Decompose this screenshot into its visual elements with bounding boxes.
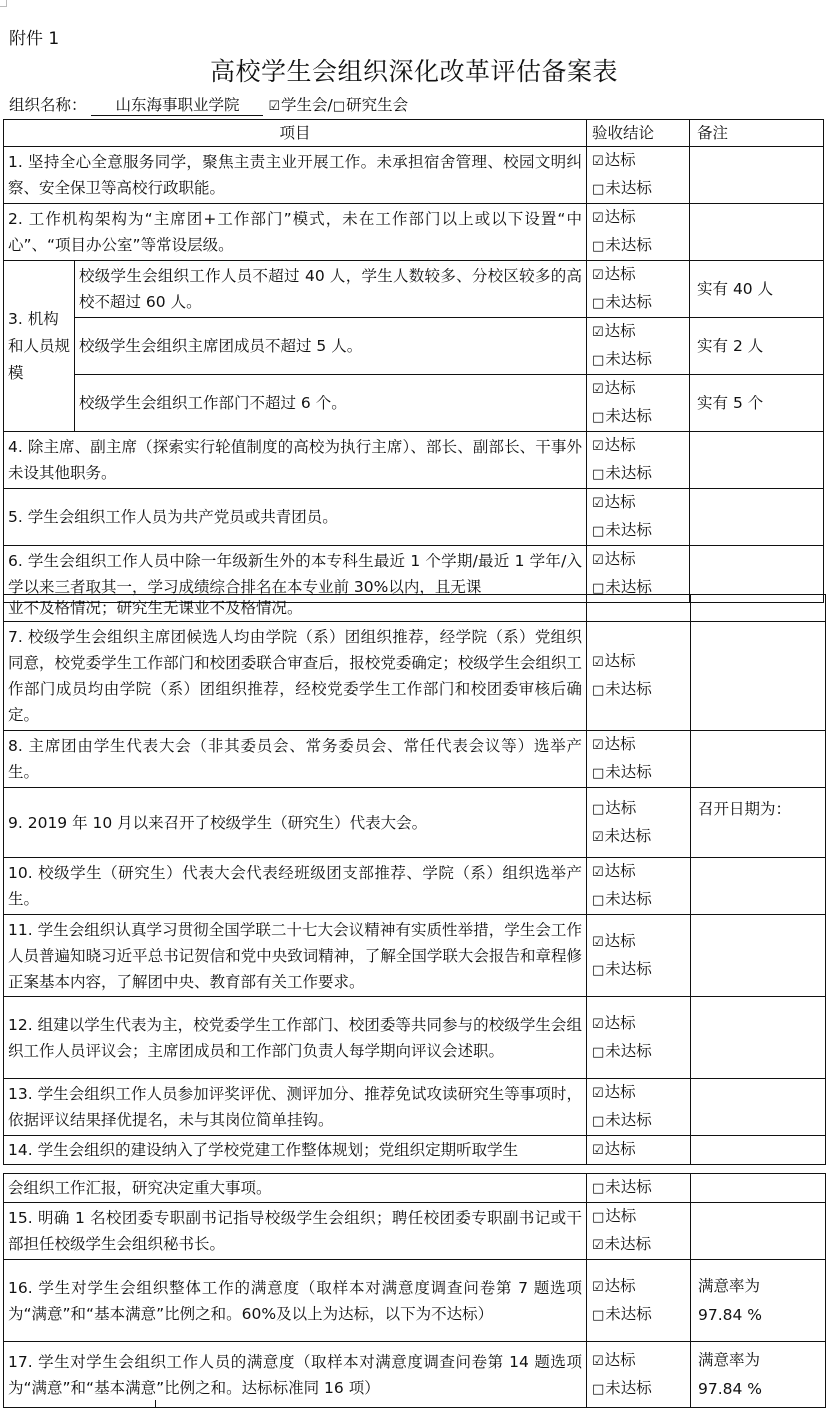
org-name-value: 山东海事职业学院 [91, 93, 263, 116]
item-text: 会组织工作汇报，研究决定重大事项。 [4, 1174, 587, 1203]
fail-option-line [592, 346, 685, 374]
checkbox-icon: □ [592, 1210, 605, 1225]
fail-option-line [592, 1375, 686, 1403]
pass-option-line [592, 928, 686, 956]
result-cell [587, 1342, 691, 1408]
checkbox-icon: □ [592, 353, 605, 368]
fail-option-line [592, 956, 686, 984]
pass-option-line [592, 204, 685, 232]
table-row [4, 204, 824, 261]
fail-option-label: 未达标 [605, 464, 652, 482]
checkbox-icon: ☑ [592, 496, 604, 511]
assessment-table-part-3 [3, 1173, 826, 1408]
fail-option-label: 未达标 [605, 578, 652, 596]
pass-option-line [592, 432, 685, 460]
fail-option-label: 未达标 [605, 293, 652, 311]
checkbox-icon: □ [592, 1181, 605, 1196]
checkbox-icon: ☑ [592, 865, 604, 880]
checkbox-icon: □ [592, 683, 605, 698]
satisfaction-label: 满意率为 [698, 1350, 761, 1369]
note-cell [691, 622, 826, 731]
fail-option-label: 未达标 [605, 1178, 652, 1196]
item-text: 14. 学生会组织的建设纳入了学校党建工作整体规划；党组织定期听取学生 [4, 1136, 587, 1165]
result-cell [587, 1079, 691, 1136]
pass-option-label: 达标 [604, 862, 636, 880]
result-cell [587, 318, 690, 375]
table-row [4, 1342, 826, 1408]
pass-option-line [592, 1079, 686, 1107]
pass-option-label: 达标 [604, 208, 636, 226]
table-row [4, 1136, 826, 1165]
table-row [4, 147, 824, 204]
pass-option-label: 达标 [604, 1140, 636, 1158]
fail-option-line [592, 823, 686, 851]
table-row [4, 915, 826, 997]
note-cell [691, 915, 826, 997]
pass-option-label: 达标 [604, 550, 636, 568]
note-cell: 实有 2 人 [690, 318, 824, 375]
item-text: 2. 工作机构架构为“主席团+工作部门”模式，未在工作部门以上或以下设置“中心”、“项目办公室”等常设层级。 [4, 204, 587, 261]
checkbox-icon: □ [592, 182, 605, 197]
checkbox-icon: □ [332, 99, 346, 114]
checkbox-icon: ☑ [592, 1353, 604, 1369]
pass-option-label: 达标 [604, 379, 636, 397]
fail-option-label: 未达标 [604, 1235, 652, 1253]
fail-option-label: 未达标 [605, 680, 652, 698]
org-name-label: 组织名称： [9, 96, 87, 114]
checkbox-icon: ☑ [592, 154, 604, 169]
pass-option-label: 达标 [605, 1207, 637, 1225]
table-row [4, 858, 826, 915]
checkbox-icon: ☑ [592, 382, 604, 397]
pass-option-label: 达标 [604, 931, 636, 950]
note-cell [691, 1260, 826, 1342]
result-cell [587, 997, 691, 1079]
checkbox-icon: ☑ [592, 1279, 604, 1295]
page-title: 高校学生会组织深化改革评估备案表 [209, 57, 618, 86]
pass-option-label: 达标 [604, 493, 636, 511]
table-row [4, 375, 824, 432]
fail-option-line [592, 1107, 686, 1135]
pass-option-line [592, 375, 685, 403]
item-text: 12. 组建以学生代表为主，校党委学生工作部门、校团委等共同参与的校级学生会组织工作人员评议会；主席团成员和工作部门负责人每学期向评议会述职。 [4, 997, 587, 1079]
result-cell [587, 915, 691, 997]
checkbox-icon: ☑ [592, 738, 604, 753]
table-row [4, 1079, 826, 1136]
result-cell [587, 622, 691, 731]
attachment-label: 附件 1 [9, 29, 60, 49]
pass-option-line [592, 1347, 686, 1375]
checkbox-icon: ☑ [592, 1016, 604, 1032]
item-text: 1. 坚持全心全意服务同学，聚焦主责主业开展工作。未承担宿舍管理、校园文明纠察、安全保卫等高校行政职能。 [4, 147, 587, 204]
result-cell [587, 147, 690, 204]
checkbox-icon: ☑ [592, 1238, 604, 1253]
table-row [4, 432, 824, 489]
pass-option-label: 达标 [604, 652, 636, 670]
table-row [4, 261, 824, 318]
item-text: 7. 校级学生会组织主席团候选人均由学院（系）团组织推荐，经学院（系）党组织同意，校党委学生工作部门和校团委联合审查后，报校党委确定；校级学生会组织工作部门成员均由学院（系）团组织推荐，经校党委学生工作部门和校团委审核后确定。 [4, 622, 587, 731]
fail-option-line [592, 886, 686, 914]
item-text: 8. 主席团由学生代表大会（非其委员会、常务委员会、常任代表会议等）选举产生。 [4, 731, 587, 788]
item-text: 11. 学生会组织认真学习贯彻全国学联二十七大会议精神有实质性举措，学生会工作人员普遍知晓习近平总书记贺信和党中央致词精神，了解全国学联大会报告和章程修正案基本内容，了解团中央、教育部有关工作要求。 [4, 915, 587, 997]
checkbox-icon: ☑ [592, 655, 604, 670]
checkbox-icon: □ [592, 467, 605, 482]
pass-option-label: 达标 [605, 798, 637, 817]
fail-option-label: 未达标 [605, 959, 652, 978]
pass-option-label: 达标 [604, 1013, 636, 1032]
table-row [4, 788, 826, 858]
pass-option-line [592, 858, 686, 886]
fail-option-label: 未达标 [605, 521, 652, 539]
pass-option-label: 达标 [604, 1350, 636, 1369]
pass-option-label: 达标 [604, 265, 636, 283]
fail-option-label: 未达标 [605, 350, 652, 368]
pass-option-line [592, 261, 685, 289]
checkbox-icon: □ [592, 766, 605, 781]
result-cell [587, 204, 690, 261]
fail-option-line [592, 517, 685, 545]
satisfaction-value: 97.84 % [698, 1379, 763, 1398]
checkbox-icon: ☑ [592, 211, 604, 226]
fail-option-label: 未达标 [605, 236, 652, 254]
fail-option-label: 未达标 [605, 407, 652, 425]
item-text: 校级学生会组织主席团成员不超过 5 人。 [75, 318, 587, 375]
checkbox-icon: □ [592, 1044, 605, 1060]
assessment-table-part-2 [3, 594, 826, 1165]
fail-option-line [592, 289, 685, 317]
header-note: 备注 [690, 120, 824, 147]
table-row [4, 997, 826, 1079]
note-cell [691, 858, 826, 915]
checkbox-icon: ☑ [592, 325, 604, 340]
checkbox-icon: ☑ [592, 934, 604, 950]
item-text: 15. 明确 1 名校团委专职副书记指导校级学生会组织；聘任校团委专职副书记或干部担任校级学生会组织秘书长。 [4, 1203, 587, 1260]
checkbox-icon: ☑ [592, 1086, 604, 1101]
note-cell [691, 997, 826, 1079]
pass-option-line [592, 489, 685, 517]
note-cell: 召开日期为： [691, 788, 826, 858]
pass-option-label: 达标 [604, 735, 636, 753]
checkbox-icon: □ [592, 962, 605, 978]
fail-option-line [592, 1038, 686, 1066]
pass-option-line [592, 795, 686, 823]
pass-option-line [592, 1010, 686, 1038]
result-cell [587, 375, 690, 432]
pass-option-label: 达标 [604, 436, 636, 454]
result-cell [587, 489, 690, 546]
checkbox-icon: □ [592, 893, 605, 908]
header-result: 验收结论 [587, 120, 690, 147]
table-continuation-line [155, 1400, 156, 1408]
item-text: 校级学生会组织工作人员不超过 40 人，学生人数较多、分校区较多的高校不超过 60 人。 [75, 261, 587, 318]
item-text: 17. 学生对学生会组织工作人员的满意度（取样本对满意度调查问卷第 14 题选项为“满意”和“基本满意”比例之和。达标标准同 16 项） [4, 1342, 587, 1408]
result-cell [587, 1174, 691, 1203]
item-text: 4. 除主席、副主席（探索实行轮值制度的高校为执行主席）、部长、副部长、干事外未设其他职务。 [4, 432, 587, 489]
checkbox-icon: ☑ [592, 829, 604, 845]
pass-option-line [592, 648, 686, 676]
table-row [4, 595, 826, 622]
satisfaction-label: 满意率为 [698, 1276, 761, 1295]
table-row [4, 489, 824, 546]
assessment-table-part-1 [3, 119, 824, 603]
header-item: 项目 [4, 120, 587, 147]
note-cell [690, 432, 824, 489]
checkbox-icon: ☑ [592, 439, 604, 454]
fail-option-line [592, 232, 685, 260]
fail-option-line [592, 175, 685, 203]
checkbox-icon: □ [592, 524, 605, 539]
pass-option-line [592, 731, 686, 759]
table-row [4, 1203, 826, 1260]
fail-option-label: 未达标 [605, 179, 652, 197]
pass-option-label: 达标 [604, 1083, 636, 1101]
table-row [4, 318, 824, 375]
student-union-option: 学生会/ [281, 96, 333, 114]
pass-option-line [592, 546, 685, 574]
table-row [4, 731, 826, 788]
corner-crop-mark [0, 0, 7, 7]
checkbox-icon: □ [592, 410, 605, 425]
item-text: 16. 学生对学生会组织整体工作的满意度（取样本对满意度调查问卷第 7 题选项为“满意”和“基本满意”比例之和。60%及以上为达标，以下为不达标） [4, 1260, 587, 1342]
note-cell [691, 595, 826, 622]
fail-option-label: 未达标 [605, 1304, 652, 1323]
checkbox-icon: □ [592, 1307, 605, 1323]
checkbox-icon: □ [592, 581, 605, 596]
result-cell [587, 595, 691, 622]
note-cell [690, 489, 824, 546]
result-cell [587, 788, 691, 858]
item-text: 6. 学生会组织工作人员中除一年级新生外的本专科生最近 1 个学期/最近 1 学年/入学以来三者取其一，学习成绩综合排名在本专业前 30%以内，且无课 [4, 546, 587, 603]
note-cell [691, 1079, 826, 1136]
fail-option-label: 未达标 [605, 1111, 652, 1129]
item-text: 5. 学生会组织工作人员为共产党员或共青团员。 [4, 489, 587, 546]
table-row [4, 622, 826, 731]
fail-option-line [592, 403, 685, 431]
note-cell [690, 204, 824, 261]
checkbox-icon: □ [592, 1114, 605, 1129]
note-cell: 实有 5 个 [690, 375, 824, 432]
fail-option-label: 未达标 [605, 763, 652, 781]
pass-option-line [592, 1203, 686, 1231]
fail-option-line [592, 1231, 686, 1259]
checkbox-icon: ☑ [592, 553, 604, 568]
pass-option-line [592, 318, 685, 346]
table-row [4, 1260, 826, 1342]
fail-option-line [592, 460, 685, 488]
fail-option-label: 未达标 [605, 1378, 652, 1397]
table-row [4, 1174, 826, 1203]
result-cell [587, 731, 691, 788]
result-cell [587, 858, 691, 915]
result-cell [587, 1136, 691, 1165]
item-text: 13. 学生会组织工作人员参加评奖评优、测评加分、推荐免试攻读研究生等事项时，依据评议结果择优提名，未与其岗位简单挂钩。 [4, 1079, 587, 1136]
org-line [9, 93, 408, 116]
note-cell [691, 1174, 826, 1203]
pass-option-label: 达标 [604, 322, 636, 340]
note-cell [690, 147, 824, 204]
checkbox-icon: ☑ [592, 268, 604, 283]
result-cell [587, 1260, 691, 1342]
result-cell [587, 432, 690, 489]
note-cell [691, 1342, 826, 1408]
scale-group-label: 3. 机构和人员规模 [4, 261, 75, 432]
note-cell [691, 731, 826, 788]
checkbox-icon: ☑ [268, 99, 281, 114]
fail-option-label: 未达标 [605, 890, 652, 908]
item-text: 校级学生会组织工作部门不超过 6 个。 [75, 375, 587, 432]
pass-option-line [592, 1273, 686, 1301]
pass-option-label: 达标 [604, 151, 636, 169]
fail-option-line [592, 1301, 686, 1329]
result-cell [587, 261, 690, 318]
checkbox-icon: □ [592, 1381, 605, 1397]
item-text: 10. 校级学生（研究生）代表大会代表经班级团支部推荐、学院（系）组织选举产生。 [4, 858, 587, 915]
fail-option-line [592, 759, 686, 787]
checkbox-icon: ☑ [592, 1143, 604, 1158]
item-text: 9. 2019 年 10 月以来召开了校级学生（研究生）代表大会。 [4, 788, 587, 858]
pass-option-label: 达标 [604, 1276, 636, 1295]
checkbox-icon: □ [592, 296, 605, 311]
checkbox-icon: □ [592, 239, 605, 254]
grad-union-option: 研究生会 [346, 96, 409, 114]
item-text: 业不及格情况；研究生无课业不及格情况。 [4, 595, 587, 622]
note-cell [691, 1203, 826, 1260]
fail-option-line [592, 676, 686, 704]
pass-option-line [592, 147, 685, 175]
note-cell [691, 1136, 826, 1165]
note-cell: 实有 40 人 [690, 261, 824, 318]
fail-option-label: 未达标 [605, 1041, 652, 1060]
table-header-row [4, 120, 824, 147]
satisfaction-value: 97.84 % [698, 1305, 763, 1324]
result-cell [587, 1203, 691, 1260]
checkbox-icon: □ [592, 801, 605, 817]
fail-option-label: 未达标 [604, 826, 652, 845]
